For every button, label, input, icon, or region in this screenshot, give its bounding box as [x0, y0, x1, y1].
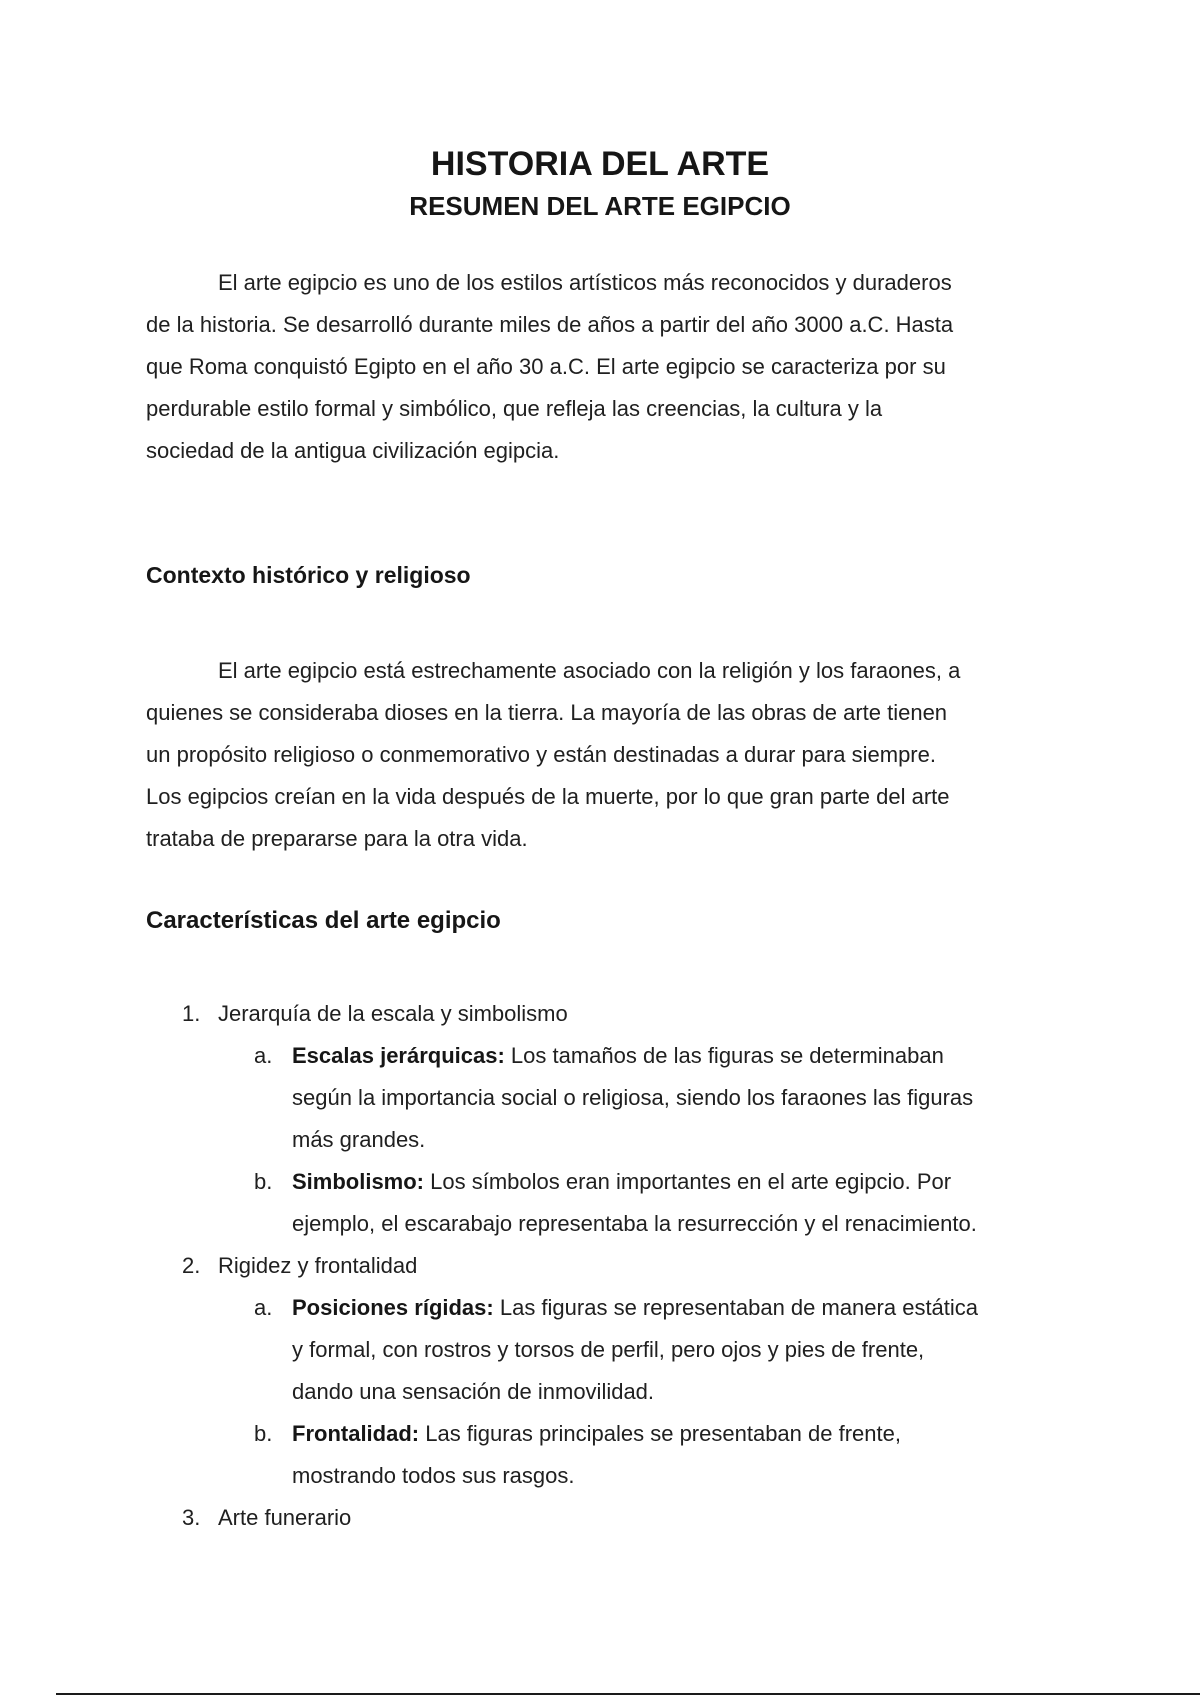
- intro-line: El arte egipcio es uno de los estilos artísticos más reconocidos y duraderos: [218, 270, 952, 295]
- list-item: [146, 1245, 1066, 1287]
- intro-line: de la historia. Se desarrolló durante miles de años a partir del año 3000 a.C. Hasta: [146, 312, 954, 337]
- intro-paragraph: [146, 262, 1046, 472]
- subitem-text: y formal, con rostros y torsos de perfil, pero ojos y pies de frente,: [292, 1337, 925, 1362]
- list-item-label: Jerarquía de la escala y simbolismo: [218, 1001, 568, 1026]
- list-item: [146, 1497, 1066, 1539]
- subitem-text: mostrando todos sus rasgos.: [292, 1463, 575, 1488]
- subitem-text: ejemplo, el escarabajo representaba la resurrección y el renacimiento.: [292, 1211, 977, 1236]
- list-item-label: Rigidez y frontalidad: [218, 1253, 418, 1278]
- list-subitem: [146, 1035, 1066, 1161]
- subitem-text: Las figuras principales se presentaban de frente,: [419, 1421, 901, 1446]
- section-heading-characteristics: Características del arte egipcio: [146, 907, 501, 934]
- subitem-term: Frontalidad:: [292, 1421, 420, 1446]
- intro-line: que Roma conquistó Egipto en el año 30 a.C. El arte egipcio se caracteriza por su: [146, 354, 946, 379]
- subitem-text: según la importancia social o religiosa, siendo los faraones las figuras: [292, 1085, 974, 1110]
- subitem-text: Los tamaños de las figuras se determinaban: [504, 1043, 944, 1068]
- intro-line: perdurable estilo formal y simbólico, que refleja las creencias, la cultura y la: [146, 396, 883, 421]
- subitem-letter: b.: [254, 1169, 273, 1194]
- document-title: HISTORIA DEL ARTE: [430, 145, 770, 183]
- subitem-term: Escalas jerárquicas:: [292, 1043, 505, 1068]
- list-item-number: 1.: [182, 1001, 201, 1026]
- section-heading-context: Contexto histórico y religioso: [146, 562, 471, 588]
- context-line: un propósito religioso o conmemorativo y están destinadas a durar para siempre.: [146, 742, 936, 767]
- context-line: trataba de prepararse para la otra vida.: [146, 826, 528, 851]
- subitem-letter: b.: [254, 1421, 273, 1446]
- subitem-term: Simbolismo:: [292, 1169, 425, 1194]
- characteristics-list: [146, 993, 1066, 1539]
- list-subitem: [146, 1287, 1066, 1413]
- list-item-number: 3.: [182, 1505, 201, 1530]
- subitem-text: dando una sensación de inmovilidad.: [292, 1379, 655, 1404]
- document-subtitle: RESUMEN DEL ARTE EGIPCIO: [409, 191, 791, 221]
- subitem-text: Los símbolos eran importantes en el arte egipcio. Por: [424, 1169, 952, 1194]
- list-subitem: [146, 1161, 1066, 1245]
- list-subitem: [146, 1413, 1066, 1497]
- subitem-text: más grandes.: [292, 1127, 426, 1152]
- list-item: [146, 993, 1066, 1035]
- list-item-number: 2.: [182, 1253, 201, 1278]
- subitem-letter: a.: [254, 1295, 273, 1320]
- subitem-letter: a.: [254, 1043, 273, 1068]
- intro-line: sociedad de la antigua civilización egipcia.: [146, 438, 560, 463]
- context-line: quienes se consideraba dioses en la tierra. La mayoría de las obras de arte tienen: [146, 700, 948, 725]
- list-item-label: Arte funerario: [218, 1505, 352, 1530]
- page-bottom-rule: [56, 1693, 1200, 1695]
- context-line: El arte egipcio está estrechamente asociado con la religión y los faraones, a: [218, 658, 961, 683]
- context-line: Los egipcios creían en la vida después de la muerte, por lo que gran parte del arte: [146, 784, 950, 809]
- subitem-term: Posiciones rígidas:: [292, 1295, 494, 1320]
- subitem-text: Las figuras se representaban de manera estática: [493, 1295, 979, 1320]
- context-paragraph: [146, 650, 1046, 860]
